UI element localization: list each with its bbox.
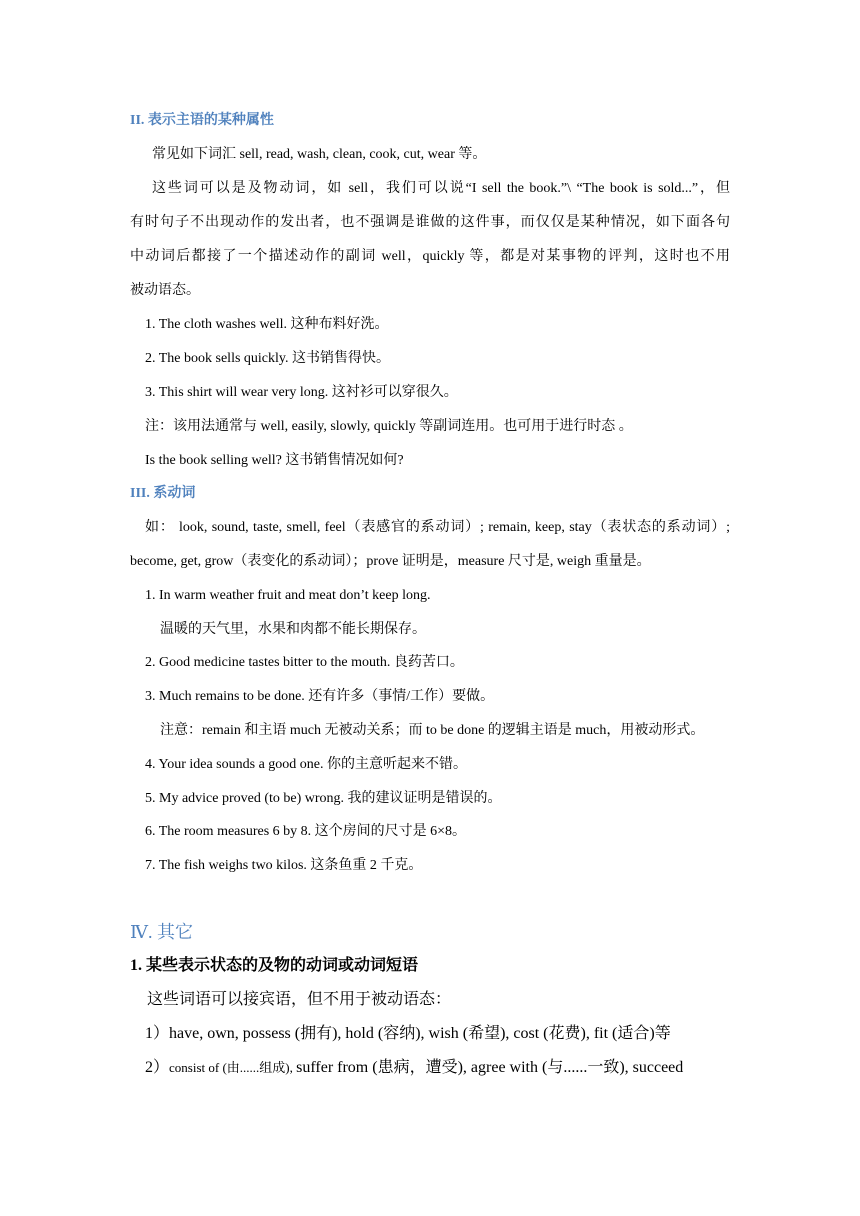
section-4-intro: 这些词语可以接宾语，但不用于被动语态：: [147, 991, 452, 1008]
section-2-example-2: 2. The book sells quickly. 这书销售得快。: [145, 351, 390, 366]
section-3-example-4: 4. Your idea sounds a good one. 你的主意听起来不错。: [145, 757, 467, 772]
section-3-heading: III. 系动词: [130, 486, 196, 501]
section-3-example-6: 6. The room measures 6 by 8. 这个房间的尺寸是 6×8。: [145, 824, 467, 839]
section-3-example-7: 7. The fish weighs two kilos. 这条鱼重 2 千克。: [145, 858, 423, 873]
section-2-note-example: Is the book selling well? 这书销售情况如何?: [145, 453, 404, 468]
section-3-example-2: 2. Good medicine tastes bitter to the mouth. 良药苦口。: [145, 655, 464, 670]
section-4-subheading-1: 1. 某些表示状态的及物的动词或动词短语: [130, 957, 419, 974]
section-2-heading: II. 表示主语的某种属性: [130, 113, 274, 128]
section-3-example-5: 5. My advice proved (to be) wrong. 我的建议证明是错误的。: [145, 791, 502, 806]
section-4-heading: Ⅳ. 其它: [130, 922, 193, 942]
section-3-intro-line-1: 如： look, sound, taste, smell, feel（表感官的系动词）; remain, keep, stay（表状态的系动词）;: [145, 520, 730, 535]
section-4-item-1: 1）have, own, possess (拥有), hold (容纳), wish (希望), cost (花费), fit (适合)等: [145, 1025, 671, 1042]
section-2-example-1: 1. The cloth washes well. 这种布料好洗。: [145, 317, 389, 332]
section-2-paragraph-line-4: 被动语态。: [130, 283, 200, 298]
section-3-example-3-note: 注意：remain 和主语 much 无被动关系；而 to be done 的逻辑主语是 much，用被动形式。: [160, 723, 705, 738]
section-3-example-1-translation: 温暖的天气里，水果和肉都不能长期保存。: [160, 622, 426, 637]
section-2-paragraph-line-1: 这些词可以是及物动词，如 sell，我们可以说“I sell the book.”\ “The book is sold...”，但: [152, 181, 730, 196]
section-4-item-2: [145, 1057, 683, 1079]
section-4-item-2-rest: suffer from (患病，遭受), agree with (与......一致), succeed: [296, 1059, 684, 1076]
section-3-example-3: 3. Much remains to be done. 还有许多（事情/工作）要做。: [145, 689, 495, 704]
section-2-intro: 常见如下词汇 sell, read, wash, clean, cook, cut, wear 等。: [152, 147, 487, 162]
section-2-paragraph-line-3: 中动词后都接了一个描述动作的副词 well，quickly 等，都是对某事物的评判，这时也不用: [130, 249, 730, 264]
section-3-example-1: 1. In warm weather fruit and meat don’t keep long.: [145, 588, 431, 603]
section-4-item-2-small-text: consist of (由......组成),: [169, 1060, 297, 1075]
section-2-example-3: 3. This shirt will wear very long. 这衬衫可以穿很久。: [145, 385, 458, 400]
section-4-item-2-prefix: 2）: [145, 1059, 170, 1076]
section-2-note: 注：该用法通常与 well, easily, slowly, quickly 等副词连用。也可用于进行时态 。: [145, 419, 633, 434]
section-3-intro-line-2: become, get, grow（表变化的系动词）；prove 证明是，measure 尺寸是, weigh 重量是。: [130, 554, 651, 569]
section-2-paragraph-line-2: 有时句子不出现动作的发出者，也不强调是谁做的这件事，而仅仅是某种情况，如下面各句: [130, 215, 730, 230]
